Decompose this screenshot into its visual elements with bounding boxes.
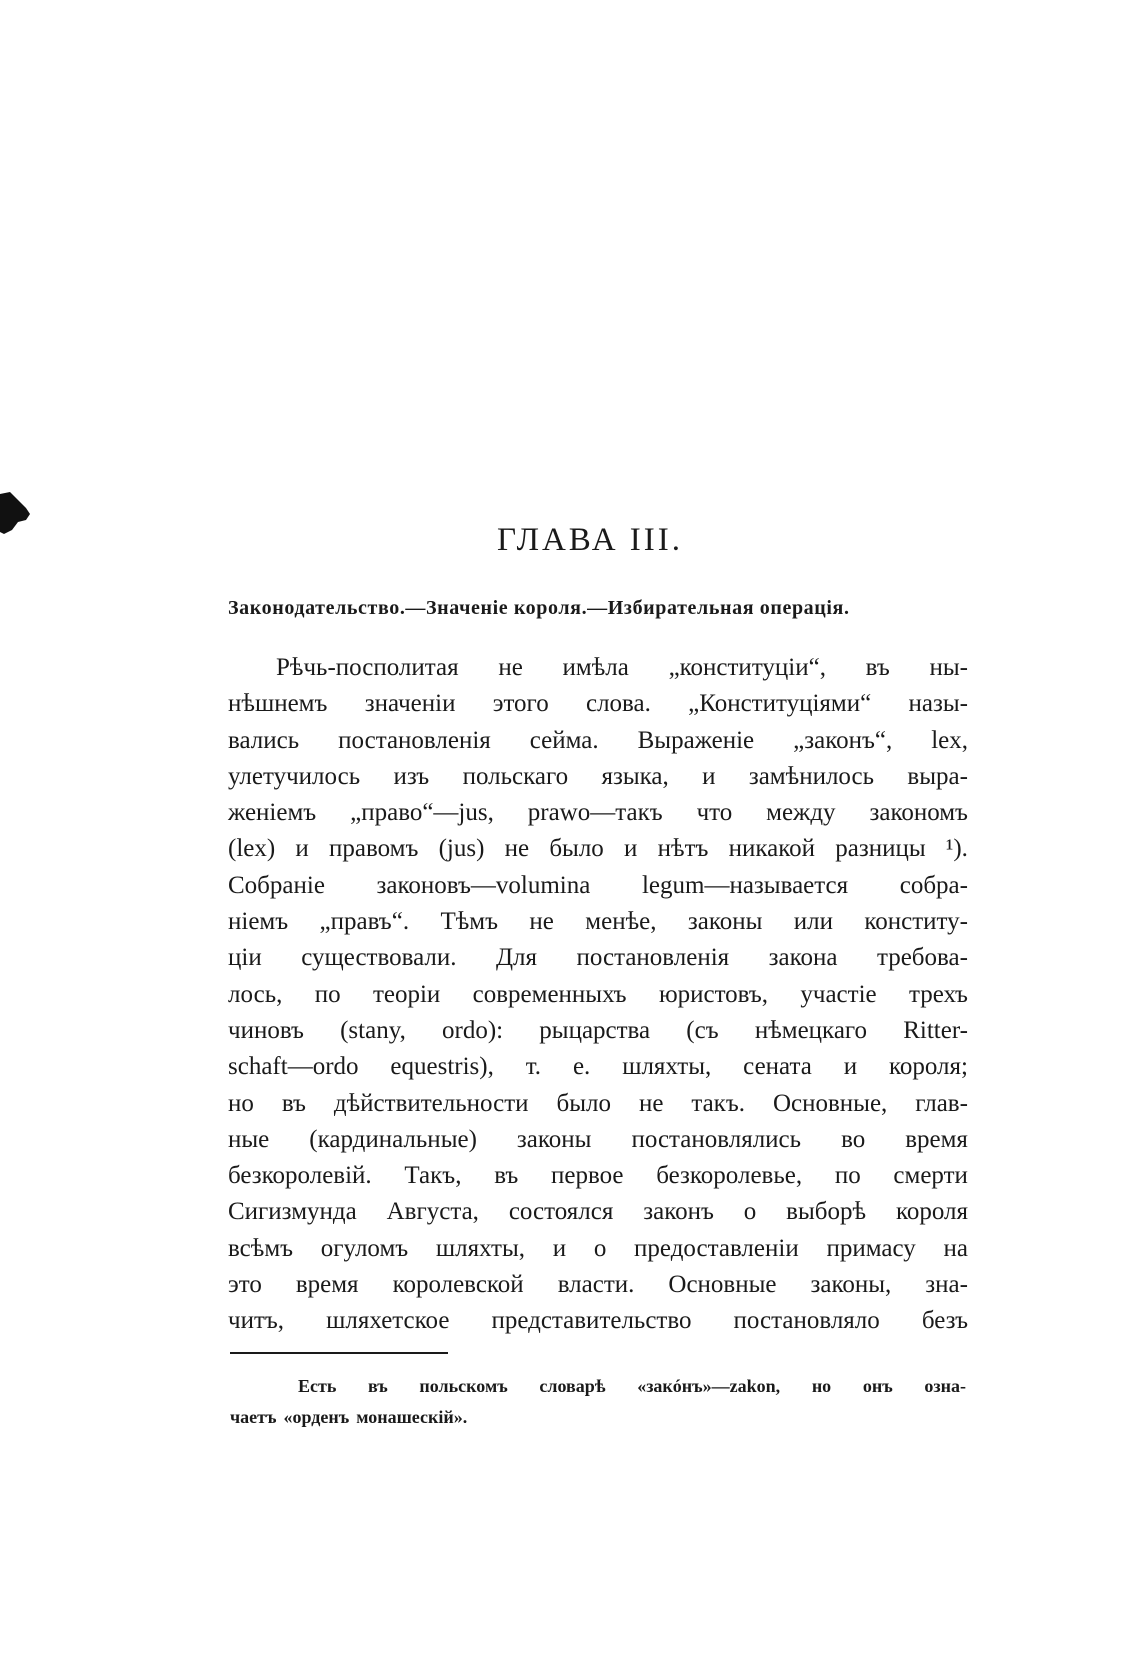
word: Августа,	[386, 1198, 479, 1226]
word: трехъ	[908, 980, 968, 1008]
word: дѣйствительности	[333, 1089, 529, 1117]
body-line	[228, 1122, 968, 1158]
word: по	[834, 1162, 861, 1190]
word: Выраженіе	[637, 726, 755, 754]
word: озна-	[924, 1376, 966, 1396]
word: prawo—такъ	[527, 799, 663, 827]
footnote-line	[230, 1402, 966, 1433]
word: или	[793, 908, 834, 936]
word: требова-	[876, 944, 968, 972]
body-line	[228, 831, 968, 867]
word: власти.	[557, 1271, 635, 1299]
word: (jus)	[438, 835, 485, 863]
word: королевской	[392, 1271, 524, 1299]
word: во	[841, 1125, 866, 1153]
word: смерти	[893, 1162, 968, 1190]
word: постановлялись	[631, 1125, 802, 1153]
word: безкоролевій.	[228, 1162, 372, 1190]
word: выра-	[907, 762, 968, 790]
word: состоялся	[508, 1198, 614, 1226]
word: въ	[281, 1089, 306, 1117]
word: замѣнилось	[748, 762, 875, 790]
word: короля	[895, 1198, 968, 1226]
word: и	[295, 835, 309, 863]
word: время	[295, 1271, 359, 1299]
word: „конституціи“,	[668, 654, 826, 681]
word: по	[314, 980, 341, 1008]
word: «орденъ	[283, 1407, 350, 1427]
word: Собраніе	[228, 871, 325, 899]
word: „право“—jus,	[350, 799, 494, 827]
chapter-title: ГЛАВА III.	[496, 522, 684, 558]
word: и	[552, 1234, 567, 1262]
word: сейма.	[529, 726, 599, 754]
footnote-divider	[230, 1352, 448, 1354]
word: о	[743, 1198, 757, 1226]
word: постановленія	[576, 944, 730, 972]
word: закона	[768, 944, 838, 972]
word: не	[498, 654, 523, 681]
word: но	[811, 1376, 832, 1396]
word: нѣшнемъ	[228, 690, 328, 718]
word: было	[556, 1089, 611, 1117]
word: schaft—ordo	[228, 1053, 359, 1081]
word: „законъ“,	[793, 726, 893, 754]
word: словарѣ	[539, 1376, 606, 1396]
word: изъ	[393, 762, 430, 790]
word: польскаго	[462, 762, 569, 790]
word: монашескій».	[356, 1407, 468, 1427]
body-line	[228, 650, 968, 686]
word: такъ.	[691, 1089, 746, 1117]
word: equestris),	[390, 1053, 494, 1081]
word: Рѣчь-посполитая	[276, 654, 459, 681]
word: слова.	[585, 690, 651, 718]
body-line	[228, 977, 968, 1013]
word: т.	[525, 1053, 542, 1081]
word: lex,	[931, 726, 968, 754]
word: и	[624, 835, 638, 863]
word: не	[504, 835, 530, 863]
word: всѣмъ	[228, 1234, 294, 1262]
word: чиновъ	[228, 1016, 304, 1044]
word: этого	[492, 690, 549, 718]
word: огуломъ	[320, 1234, 409, 1262]
word: и	[843, 1053, 858, 1081]
word: legum—называется	[641, 871, 849, 899]
word: ные	[228, 1125, 270, 1153]
body-line	[228, 1194, 968, 1230]
word: законы	[516, 1125, 592, 1153]
word: шляхетское	[326, 1307, 450, 1335]
word: было	[549, 835, 604, 863]
body-line	[228, 904, 968, 940]
word: ordo):	[442, 1016, 504, 1044]
word: Основные	[668, 1271, 777, 1299]
body-line	[228, 1013, 968, 1049]
body-line	[228, 759, 968, 795]
word: „правъ“.	[319, 908, 410, 936]
word: безъ	[921, 1307, 968, 1335]
word: вались	[228, 726, 300, 754]
word: въ	[494, 1162, 519, 1190]
word: языка,	[601, 762, 669, 790]
word: законъ	[643, 1198, 714, 1226]
word: Сигизмунда	[228, 1198, 357, 1226]
body-line	[228, 1267, 968, 1303]
word: предоставленіи	[634, 1234, 799, 1262]
word: шляхты,	[622, 1053, 712, 1081]
chapter-subtitle: Законодательство.—Значеніе короля.—Избирательная операція.	[228, 597, 850, 619]
word: закономъ	[869, 799, 968, 827]
word: назы-	[908, 690, 968, 718]
word: зна-	[925, 1271, 968, 1299]
word: въ	[865, 654, 890, 681]
body-line	[228, 723, 968, 759]
word: Основные,	[772, 1089, 888, 1117]
word: законы	[687, 908, 763, 936]
body-line	[228, 868, 968, 904]
word: нѣтъ	[657, 835, 709, 863]
word: женіемъ	[228, 799, 317, 827]
word: рыцарства	[539, 1016, 651, 1044]
word: но	[228, 1089, 254, 1117]
word: юристовъ,	[658, 980, 769, 1008]
word: Для	[495, 944, 538, 972]
word: выборѣ	[786, 1198, 867, 1226]
word: между	[766, 799, 836, 827]
word: разницы	[835, 835, 926, 863]
body-line	[228, 940, 968, 976]
word: конститу-	[864, 908, 968, 936]
word: существовали.	[301, 944, 457, 972]
word: чаетъ	[230, 1407, 277, 1427]
word: имѣла	[562, 654, 629, 681]
footnotes	[230, 1371, 966, 1433]
body-line	[228, 795, 968, 831]
word: Тѣмъ	[440, 908, 499, 936]
word: (съ	[686, 1016, 719, 1044]
word: (кардинальные)	[309, 1125, 477, 1153]
word: ціи	[228, 944, 262, 972]
word: первое	[551, 1162, 624, 1190]
word: современныхъ	[472, 980, 627, 1008]
word: улетучилось	[228, 762, 361, 790]
body-text	[228, 650, 968, 1340]
word: „Конституціями“	[688, 690, 872, 718]
word: менѣе,	[585, 908, 657, 936]
word: значеніи	[364, 690, 456, 718]
word: законовъ—volumina	[376, 871, 591, 899]
word: о	[593, 1234, 607, 1262]
word: польскомъ	[419, 1376, 508, 1396]
word: онъ	[862, 1376, 893, 1396]
word: никакой	[728, 835, 816, 863]
word: Такъ,	[404, 1162, 462, 1190]
word: шляхты,	[435, 1234, 525, 1262]
body-line	[228, 1049, 968, 1085]
word: и	[702, 762, 716, 790]
word: это	[228, 1271, 262, 1299]
ink-blot-mark	[0, 490, 30, 534]
word: не	[638, 1089, 664, 1117]
word: ¹).	[945, 835, 968, 863]
word: читъ,	[228, 1307, 285, 1335]
body-line	[228, 1231, 968, 1267]
word: (stany,	[340, 1016, 406, 1044]
word: теоріи	[372, 980, 441, 1008]
word: въ	[368, 1376, 388, 1396]
word: участіе	[800, 980, 877, 1008]
word: не	[529, 908, 554, 936]
body-line	[228, 686, 968, 722]
word: примасу	[826, 1234, 916, 1262]
word: Ritter-	[903, 1016, 968, 1044]
word: на	[943, 1234, 968, 1262]
word: что	[696, 799, 733, 827]
word: постановляло	[733, 1307, 880, 1335]
body-line	[228, 1303, 968, 1339]
word: постановленія	[338, 726, 491, 754]
word: сената	[743, 1053, 812, 1081]
word: короля;	[889, 1053, 968, 1081]
word: е.	[572, 1053, 591, 1081]
body-line	[228, 1158, 968, 1194]
word: ны-	[929, 654, 968, 681]
body-line	[228, 1086, 968, 1122]
word: нѣмецкаго	[754, 1016, 868, 1044]
word: лось,	[228, 980, 283, 1008]
word: представительство	[491, 1307, 692, 1335]
word: (lex)	[228, 835, 276, 863]
word: Есть	[298, 1376, 337, 1396]
word: безкоролевье,	[656, 1162, 803, 1190]
footnote-line	[230, 1371, 966, 1402]
word: глав-	[915, 1089, 968, 1117]
word: «закóнъ»—zakon,	[637, 1376, 781, 1396]
word: законы,	[810, 1271, 892, 1299]
word: собра-	[899, 871, 968, 899]
word: ніемъ	[228, 908, 289, 936]
word: время	[905, 1125, 968, 1153]
word: правомъ	[329, 835, 419, 863]
